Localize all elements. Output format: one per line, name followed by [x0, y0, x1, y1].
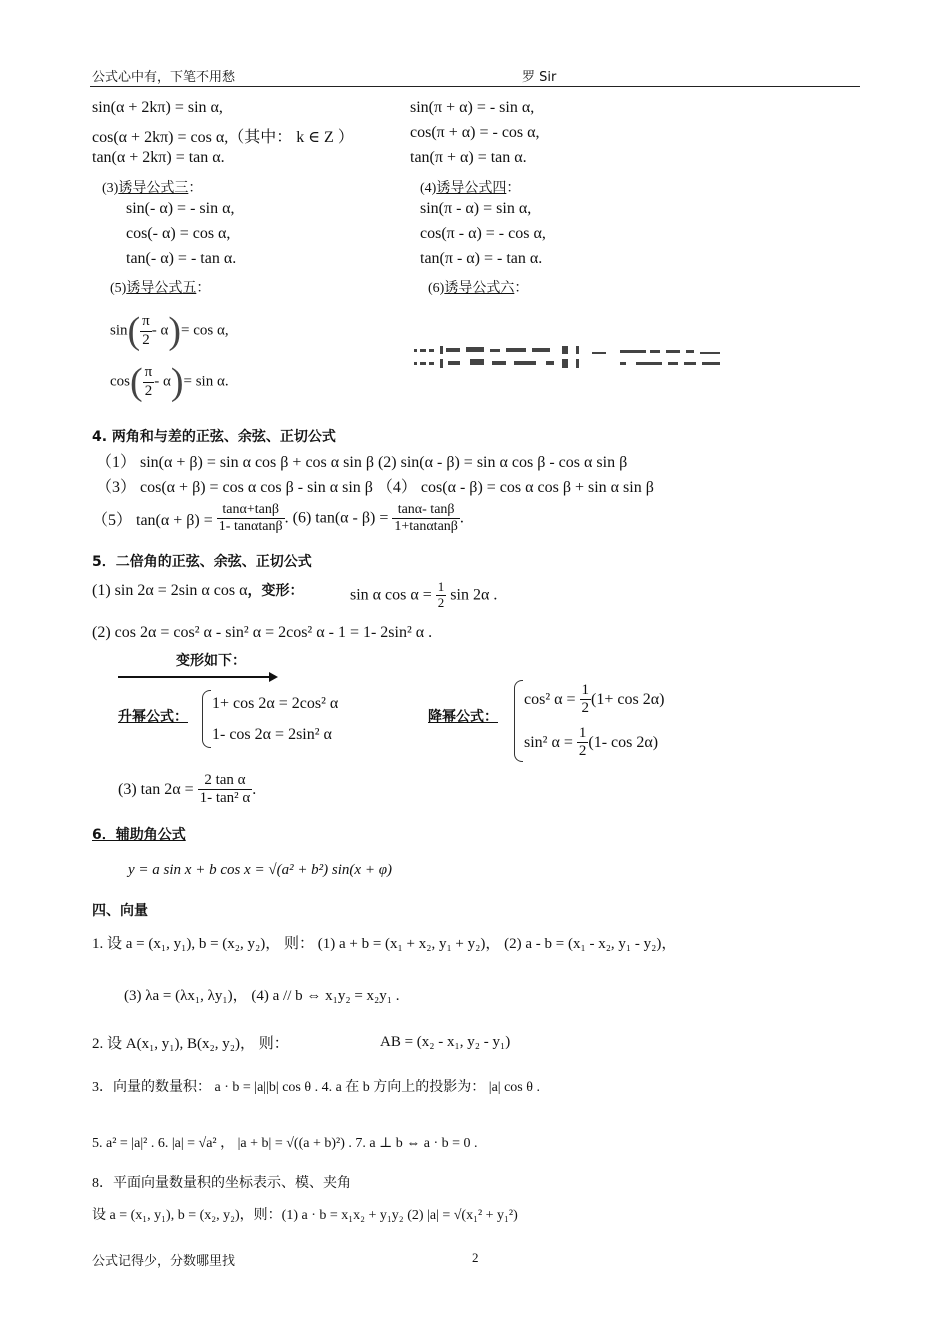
vectors-line-1b: (3) λa = (λx₁, λy₁)， (4) a // b ⇔ x₁y₂ = x₂y₁ . [124, 988, 400, 1004]
sec5-line-1-right: sin α cos α = $\frac{1}{2}$ sin 2α . [350, 579, 498, 610]
rise-formula-1: 1+ cos 2α = 2cos² α [212, 695, 339, 712]
header-center: 罗 Sir [522, 70, 557, 85]
auxiliary-angle-formula: y = a sin x + b cos x = √(a² + b²) sin(x + φ) [128, 862, 393, 878]
page-number: 2 [472, 1250, 479, 1265]
section-6-title: 6．辅助角公式 [92, 827, 186, 843]
footer-left: 公式记得少，分数哪里找 [92, 1254, 236, 1269]
vectors-line-2-ab: AB = (x₂ - x₁, y₂ - y₁) [380, 1034, 511, 1050]
sec5-line-3: (3) tan 2α = $\frac{\text{2 tan α}}{\text{1- tan² α}}$ . [118, 772, 257, 807]
vectors-line-8b: 设 a = (x₁, y₁), b = (x₂, y₂)，则：(1) a · b = x₁x₂ + y₁y₂ (2) |a| = √(x₁² + y₁²) [92, 1208, 518, 1223]
rise-power-label: 升幂公式： [118, 709, 188, 725]
section-5-title: 5．二倍角的正弦、余弦、正切公式 [92, 554, 312, 570]
heading-induction-3: (3)诱导公式三： [102, 181, 203, 196]
formula-3-cos: cos(- α) = cos α, [126, 225, 231, 242]
vectors-line-5: 5. a² = |a|² . 6. |a| = √a² ， |a + b| = √((a + b)²) . 7. a ⊥ b ⇔ a · b = 0 . [92, 1136, 478, 1151]
heading-induction-6: (6)诱导公式六： [428, 281, 529, 296]
sec5-line-1: (1) sin 2α = 2sin α cos α，变形： [92, 582, 304, 599]
sec4-line-3: （5） tan(α + β) = $\frac{\tan\alpha+\tan\beta}{1- \tan\alpha\tan\beta}$ . (6) tan(α - β) = $\frac{\tan\alpha- \tan\beta}{1+\tan\alpha\tan\beta}$ . [92, 502, 464, 535]
rise-formula-2: 1- cos 2α = 2sin² α [212, 726, 332, 743]
formula-3-tan: tan(- α) = - tan α. [126, 250, 237, 267]
formula-1-tan: tan(π + α) = tan α. [410, 149, 527, 166]
formula-3-sin: sin(- α) = - sin α, [126, 200, 235, 217]
transform-arrow [118, 676, 276, 678]
formula-4-sin: sin(π - α) = sin α, [420, 200, 532, 217]
header-rule [90, 86, 860, 87]
vectors-line-2: 2. 设 A(x₁, y₁), B(x₂, y₂)， 则： [92, 1036, 289, 1052]
rise-brace [202, 690, 211, 748]
vectors-line-3: 3．向量的数量积： a · b = |a||b| cos θ . 4. a 在 b 方向上的投影为： |a| cos θ . [92, 1080, 540, 1095]
heading-induction-5: (5)诱导公式五： [110, 281, 211, 296]
formula-2-cos: cos(α + 2kπ) = cos α,（其中： k ∈ Z ） [92, 129, 354, 146]
transform-label: 变形如下： [176, 653, 246, 669]
formula-2-sin: sin(α + 2kπ) = sin α, [92, 99, 223, 116]
formula-2-tan: tan(α + 2kπ) = tan α. [92, 149, 225, 166]
sec4-line-1: （1） sin(α + β) = sin α cos β + cos α sin β (2) sin(α - β) = sin α cos β - cos α sin β [96, 454, 628, 471]
formula-1-sin: sin(π + α) = - sin α, [410, 99, 535, 116]
lower-brace [514, 680, 523, 762]
lower-formula-1: cos² α = $\frac{1}{2}$ (1+ cos 2α) [524, 682, 665, 717]
vectors-title: 四、向量 [92, 903, 148, 919]
heading-induction-4: (4)诱导公式四： [420, 181, 521, 196]
formula-1-cos: cos(π + α) = - cos α, [410, 124, 540, 141]
formula-4-cos: cos(π - α) = - cos α, [420, 225, 546, 242]
lower-power-label: 降幂公式： [428, 709, 498, 725]
garbled-formula-6-image [410, 343, 730, 373]
formula-4-tan: tan(π - α) = - tan α. [420, 250, 543, 267]
formula-5-cos: cos( $\frac{\pi}{2}$ - α)= sin α. [110, 361, 229, 403]
section-4-title: 4. 两角和与差的正弦、余弦、正切公式 [92, 429, 336, 445]
header-left: 公式心中有，下笔不用愁 [92, 70, 236, 85]
sec5-line-2: (2) cos 2α = cos² α - sin² α = 2cos² α - 1 = 1- 2sin² α . [92, 624, 433, 641]
formula-5-sin: sin( $\frac{\pi}{2}$ - α)= cos α, [110, 310, 229, 352]
vectors-line-1: 1. 设 a = (x₁, y₁), b = (x₂, y₂)， 则： (1) a + b = (x₁ + x₂, y₁ + y₂)， (2) a - b = (x₁ - x₂, y₁ - y₂)， [92, 936, 677, 952]
vectors-line-8: 8．平面向量数量积的坐标表示、模、夹角 [92, 1176, 351, 1191]
sec4-line-2: （3） cos(α + β) = cos α cos β - sin α sin β （4） cos(α - β) = cos α cos β + sin α sin β [96, 479, 654, 496]
lower-formula-2: sin² α = $\frac{1}{2}$ (1- cos 2α) [524, 725, 659, 760]
